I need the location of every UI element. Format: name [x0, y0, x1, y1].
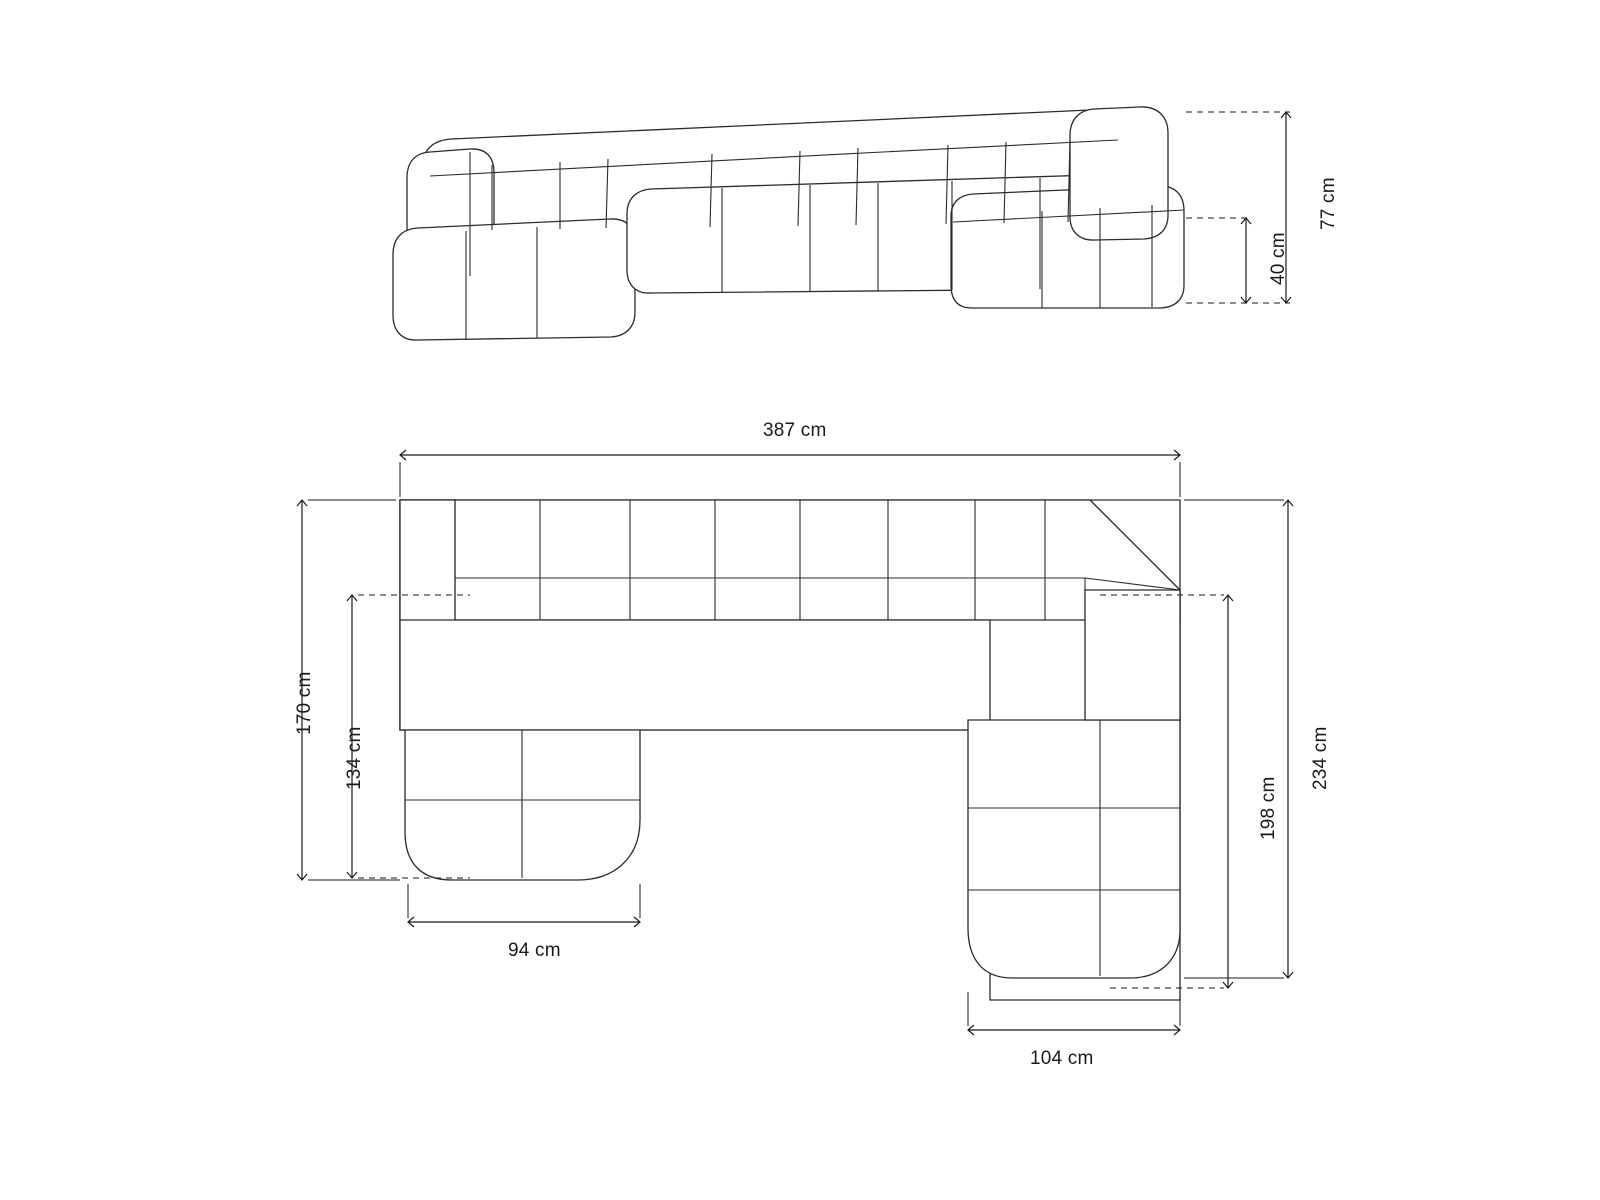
dimension-label-depth-right-inner: 198 cm	[1258, 776, 1279, 840]
dimension-label-depth-left-inner: 134 cm	[344, 726, 365, 790]
dimension-label-right-module-width: 104 cm	[1030, 1048, 1094, 1069]
front-elevation-view	[393, 107, 1291, 340]
dimension-label-height-seat: 40 cm	[1268, 232, 1289, 285]
dimension-label-depth-right: 234 cm	[1310, 726, 1331, 790]
dimension-label-depth-left: 170 cm	[294, 671, 315, 735]
dimension-label-height-total: 77 cm	[1318, 177, 1339, 230]
dimension-label-width-total: 387 cm	[763, 420, 827, 441]
dimension-label-left-module-width: 94 cm	[508, 940, 561, 961]
top-plan-view	[297, 450, 1293, 1035]
